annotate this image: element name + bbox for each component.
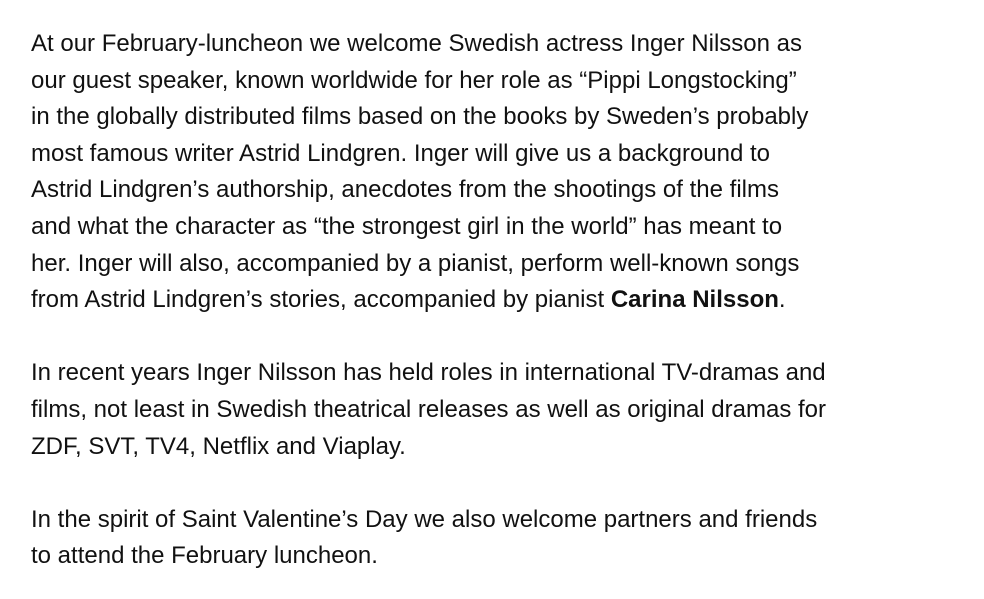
document-body [31, 26, 946, 575]
paragraph-line: and what the character as “the strongest girl in the world” has meant to [31, 212, 783, 240]
paragraph-line: to attend the February luncheon. [31, 542, 378, 570]
paragraph-line: In recent years Inger Nilsson has held roles in international TV-dramas and [31, 359, 826, 387]
paragraph-career [31, 355, 946, 465]
paragraph-valentines [31, 502, 946, 575]
paragraph-line: In the spirit of Saint Valentine’s Day we also welcome partners and friends [31, 505, 818, 533]
paragraph-ending: . [778, 286, 786, 314]
paragraph-line: our guest speaker, known worldwide for her role as “Pippi Longstocking” [31, 66, 797, 94]
paragraph-line: Astrid Lindgren’s authorship, anecdotes from the shootings of the films [31, 176, 779, 204]
pianist-name: Carina Nilsson [610, 286, 779, 314]
paragraph-line-start: from Astrid Lindgren’s stories, accompanied by pianist [31, 286, 611, 314]
paragraph-line: At our February-luncheon we welcome Swedish actress Inger Nilsson as [31, 30, 803, 57]
paragraph-line: films, not least in Swedish theatrical releases as well as original dramas for [31, 395, 827, 423]
paragraph-line: her. Inger will also, accompanied by a pianist, perform well-known songs [31, 249, 800, 277]
paragraph-gap [31, 465, 946, 502]
paragraph-intro [31, 26, 946, 319]
paragraph-gap [31, 319, 946, 356]
paragraph-last-line [31, 282, 946, 319]
paragraph-line: ZDF, SVT, TV4, Netflix and Viaplay. [31, 432, 406, 460]
paragraph-line: in the globally distributed films based on the books by Sweden’s probably [31, 103, 809, 131]
paragraph-line: most famous writer Astrid Lindgren. Inger will give us a background to [31, 139, 771, 167]
